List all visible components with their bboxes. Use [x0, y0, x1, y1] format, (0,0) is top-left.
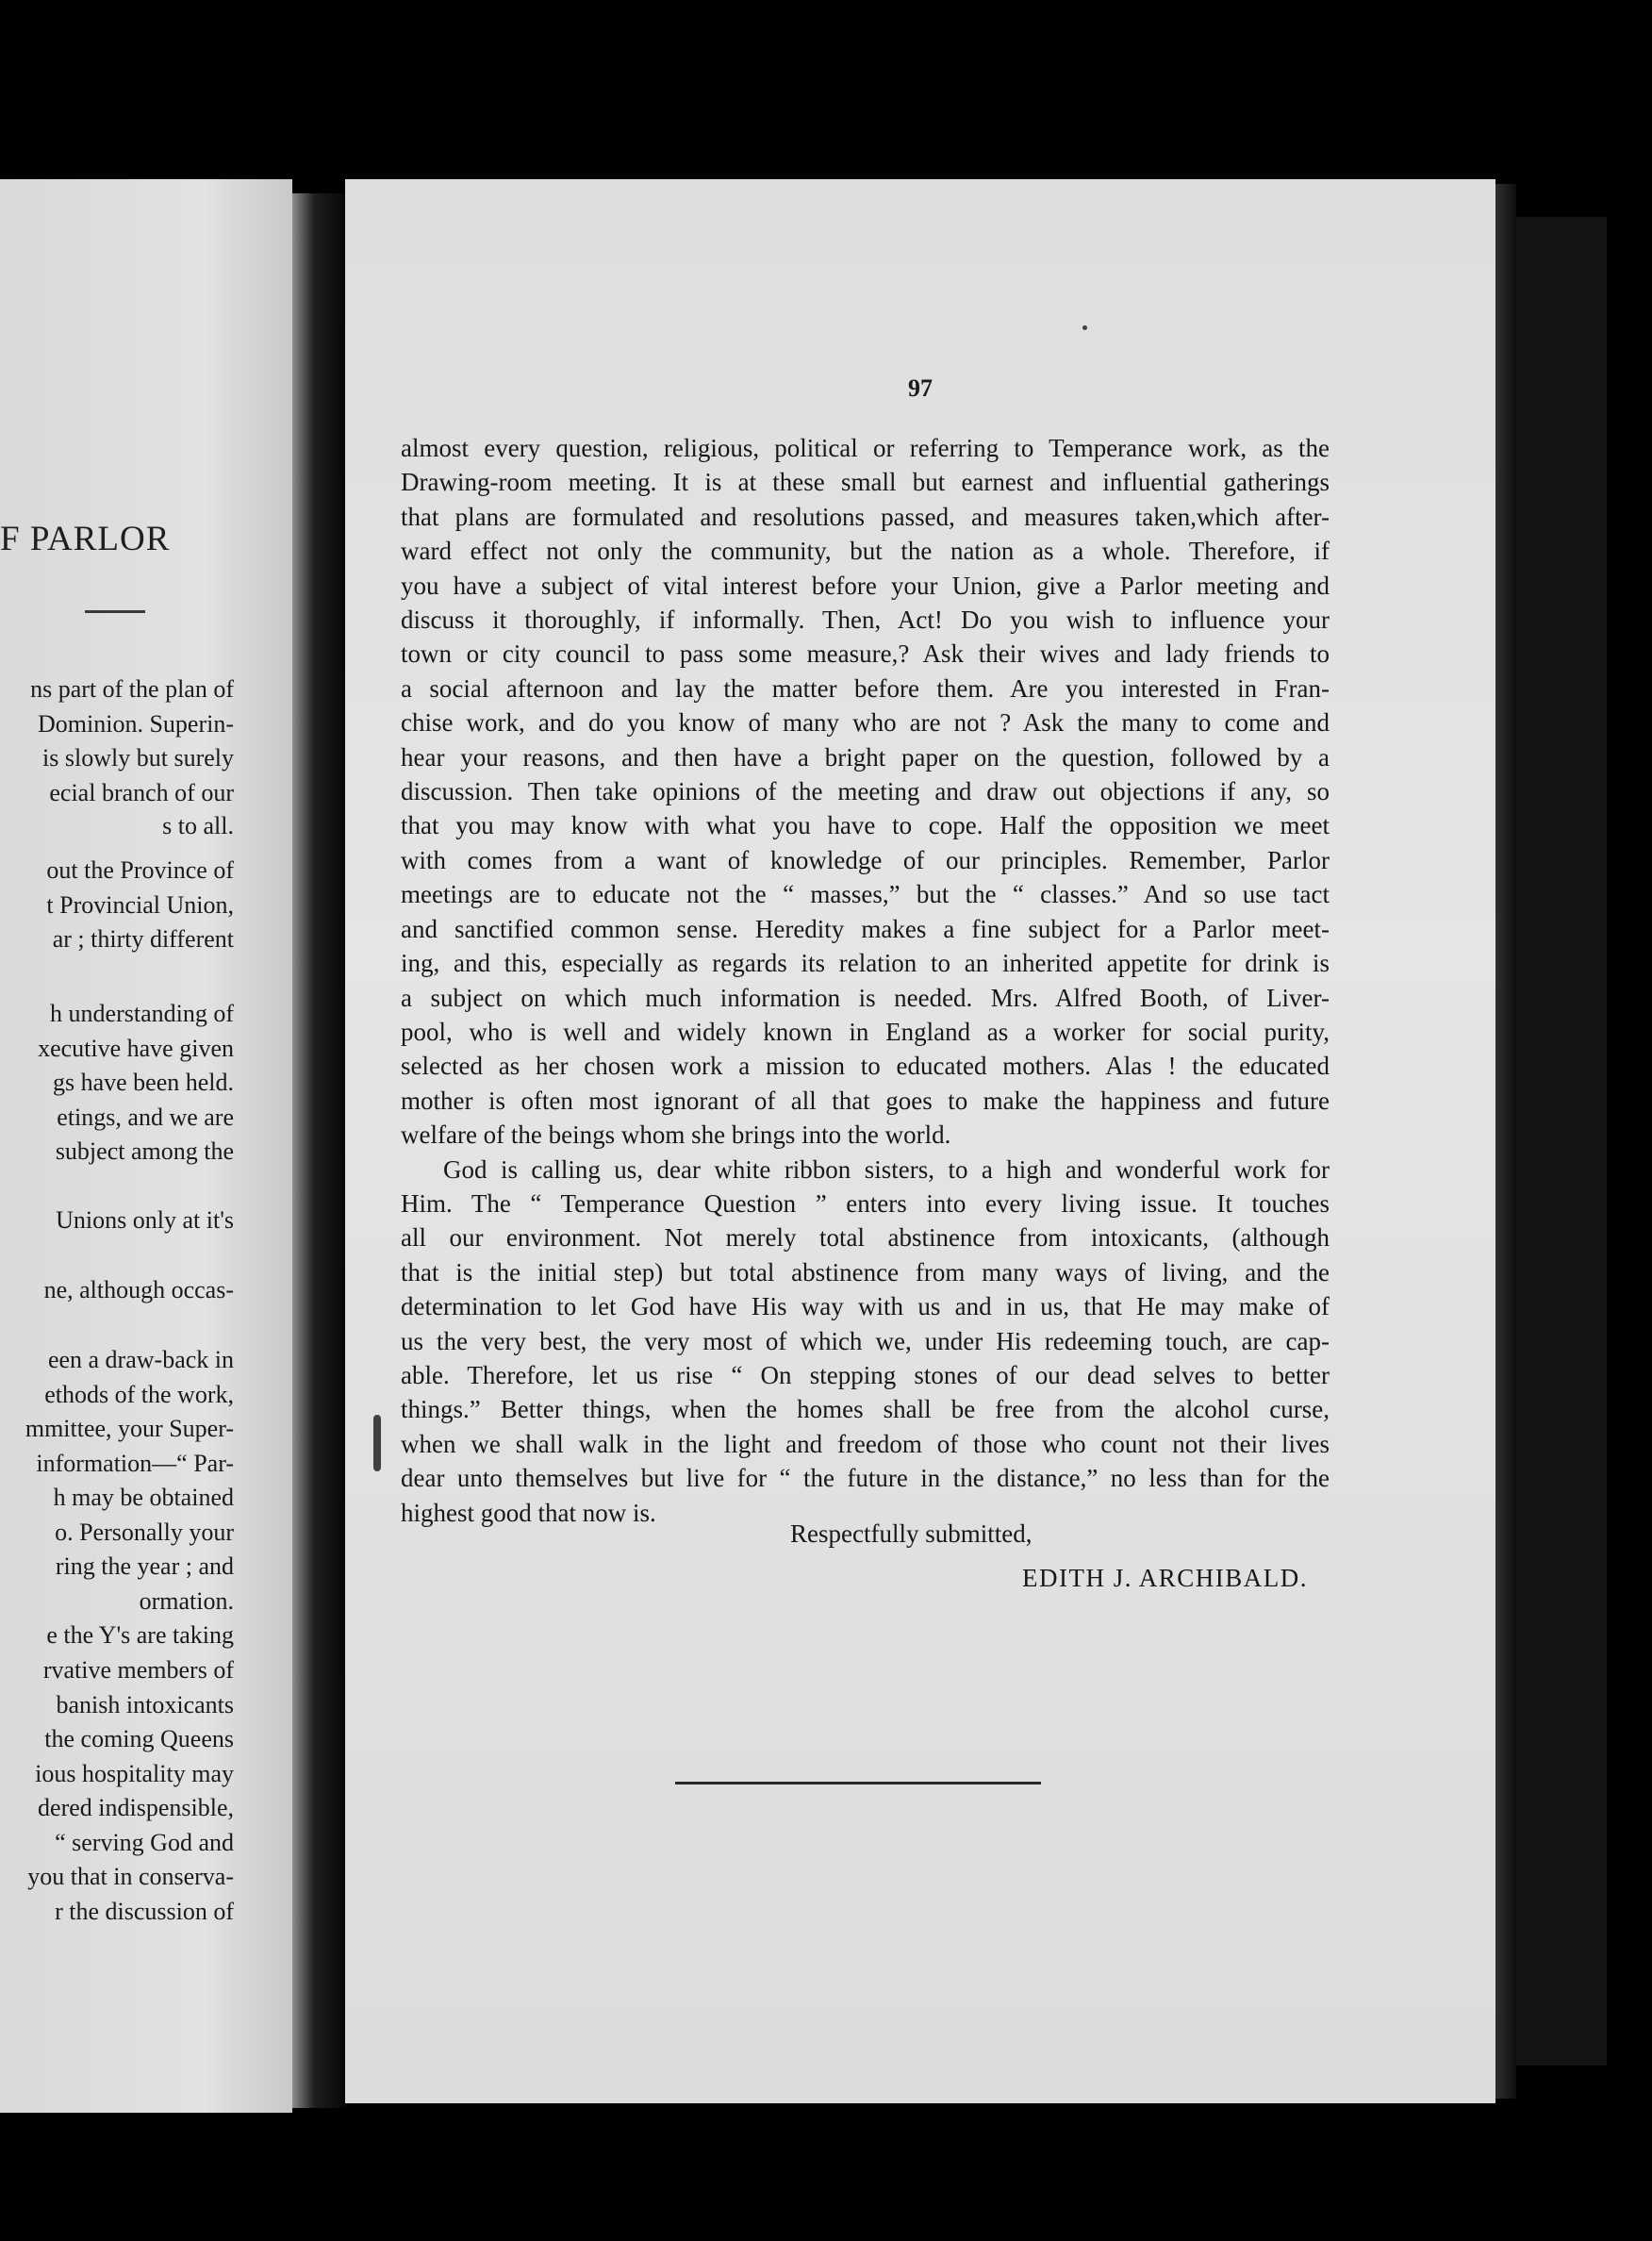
left-page-line: gs have been held. — [52, 1069, 234, 1096]
left-page-line: is slowly but surely — [42, 744, 234, 772]
paragraph-2-line: determination to let God have His way with us and in us, that He may make of — [401, 1292, 1330, 1321]
body-text — [401, 431, 1330, 1530]
left-page-line: s to all. — [162, 812, 234, 839]
left-page-line: h understanding of — [50, 1000, 234, 1027]
paragraph-2-line: things.” Better things, when the homes shall be free from the alcohol curse, — [401, 1395, 1330, 1424]
right-page — [345, 179, 1495, 2103]
paragraph-1-line: Drawing-room meeting. It is at these small but earnest and influential gatherings — [401, 468, 1330, 497]
paragraph-1-line: and sanctified common sense. Heredity makes a fine subject for a Parlor meet- — [401, 914, 1330, 943]
signature: EDITH J. ARCHIBALD. — [1022, 1564, 1308, 1592]
left-page-line: h may be obtained — [53, 1484, 234, 1511]
paragraph-1-line: chise work, and do you know of many who are not ? Ask the many to come and — [401, 708, 1330, 738]
paragraph-1-line: town or city council to pass some measure,? Ask their wives and lady friends to — [401, 639, 1330, 669]
paragraph-2-line: when we shall walk in the light and freedom of those who count not their lives — [401, 1429, 1330, 1458]
left-page-line: the coming Queens — [44, 1725, 234, 1752]
left-page-line: ious hospitality may — [35, 1760, 234, 1787]
closing-line: Respectfully submitted, — [790, 1519, 1032, 1548]
paragraph-1-line: hear your reasons, and then have a bright paper on the question, followed by a — [401, 742, 1330, 772]
left-page-line: mmittee, your Super- — [25, 1415, 234, 1442]
left-page-line: r the discussion of — [55, 1898, 234, 1925]
book-cover-edge — [1516, 217, 1607, 2066]
left-page-line: een a draw-back in — [47, 1346, 234, 1373]
left-page-line: ecial branch of our — [49, 779, 234, 806]
left-page-line: xecutive have given — [38, 1035, 234, 1062]
paragraph-1-line: a social afternoon and lay the matter before them. Are you interested in Fran- — [401, 673, 1330, 703]
paragraph-2-line: God is calling us, dear white ribbon sisters, to a high and wonderful work for — [443, 1154, 1330, 1184]
paragraph-1-line: discuss it thoroughly, if informally. Then, Act! Do you wish to influence your — [401, 606, 1330, 635]
book-gutter — [292, 193, 347, 2108]
paragraph-2-line: dear unto themselves but live for “ the future in the distance,” no less than for the — [401, 1464, 1330, 1493]
left-page-line: o. Personally your — [55, 1519, 234, 1546]
left-page-line: dered indispensible, — [38, 1794, 234, 1821]
page-edge — [1495, 184, 1516, 2099]
left-page-line: Unions only at it's — [56, 1206, 234, 1234]
left-page-line: ns part of the plan of — [30, 675, 234, 703]
left-page-line: ar ; thirty different — [52, 925, 234, 953]
paragraph-1-line: pool, who is well and widely known in England as a worker for social purity, — [401, 1017, 1330, 1046]
left-page-line: information—“ Par- — [36, 1450, 234, 1477]
paragraph-2-line: able. Therefore, let us rise “ On stepping stones of our dead selves to better — [401, 1360, 1330, 1389]
paragraph-1-line: that plans are formulated and resolutions passed, and measures taken,which after- — [401, 502, 1330, 531]
paragraph-2-line: all our environment. Not merely total abstinence from intoxicants, (although — [401, 1223, 1330, 1253]
left-page-line: t Provincial Union, — [46, 891, 234, 919]
left-page-line: you that in conserva- — [27, 1863, 234, 1890]
left-page-line: ring the year ; and — [55, 1552, 234, 1580]
ink-smudge — [373, 1415, 381, 1471]
left-page-line: banish intoxicants — [56, 1691, 234, 1718]
left-page-line: etings, and we are — [57, 1104, 234, 1131]
left-page-line: rvative members of — [42, 1656, 234, 1684]
paragraph-2-line: us the very best, the very most of which we, under His redeeming touch, are cap- — [401, 1326, 1330, 1355]
left-page-line: e the Y's are taking — [46, 1621, 234, 1649]
paragraph-1-line: mother is often most ignorant of all that goes to make the happiness and future — [401, 1086, 1330, 1115]
paragraph-1-line: ing, and this, especially as regards its relation to an inherited appetite for drink is — [401, 949, 1330, 978]
paragraph-1-line: discussion. Then take opinions of the meeting and draw out objections if any, so — [401, 777, 1330, 806]
paragraph-1-line: selected as her chosen work a mission to educated mothers. Alas ! the educated — [401, 1052, 1330, 1081]
left-page-line: ormation. — [139, 1587, 234, 1615]
paragraph-1-line: welfare of the beings whom she brings into the world. — [401, 1120, 951, 1150]
left-page-line: Dominion. Superin- — [38, 710, 234, 738]
heading-rule — [85, 610, 145, 613]
paragraph-1-line: almost every question, religious, political or referring to Temperance work, as the — [401, 434, 1330, 462]
paragraph-1-line: that you may know with what you have to cope. Half the opposition we meet — [401, 811, 1330, 840]
paragraph-2-line: Him. The “ Temperance Question ” enters into every living issue. It touches — [401, 1188, 1330, 1218]
paragraph-1-line: you have a subject of vital interest before your Union, give a Parlor meeting and — [401, 571, 1330, 600]
left-page-line: ne, although occas- — [43, 1276, 234, 1303]
left-page-line: ethods of the work, — [44, 1381, 234, 1408]
left-page-line: “ serving God and — [55, 1829, 234, 1856]
left-page-line: out the Province of — [46, 856, 234, 884]
left-page — [0, 179, 292, 2113]
closing-rule — [675, 1782, 1041, 1784]
paragraph-1-line: ward effect not only the community, but the nation as a whole. Therefore, if — [401, 537, 1330, 566]
page-number: 97 — [908, 374, 933, 402]
paragraph-1-line: meetings are to educate not the “ masses,” but the “ classes.” And so use tact — [401, 880, 1330, 909]
ink-speck — [1082, 325, 1087, 330]
paragraph-1-line: with comes from a want of knowledge of our principles. Remember, Parlor — [401, 845, 1330, 874]
paragraph-2-line: that is the initial step) but total abstinence from many ways of living, and the — [401, 1257, 1330, 1286]
paragraph-2-line: highest good that now is. — [401, 1498, 656, 1527]
left-page-line: subject among the — [55, 1137, 234, 1165]
paragraph-1-line: a subject on which much information is needed. Mrs. Alfred Booth, of Liver- — [401, 983, 1330, 1012]
left-page-heading: F PARLOR — [0, 520, 171, 558]
